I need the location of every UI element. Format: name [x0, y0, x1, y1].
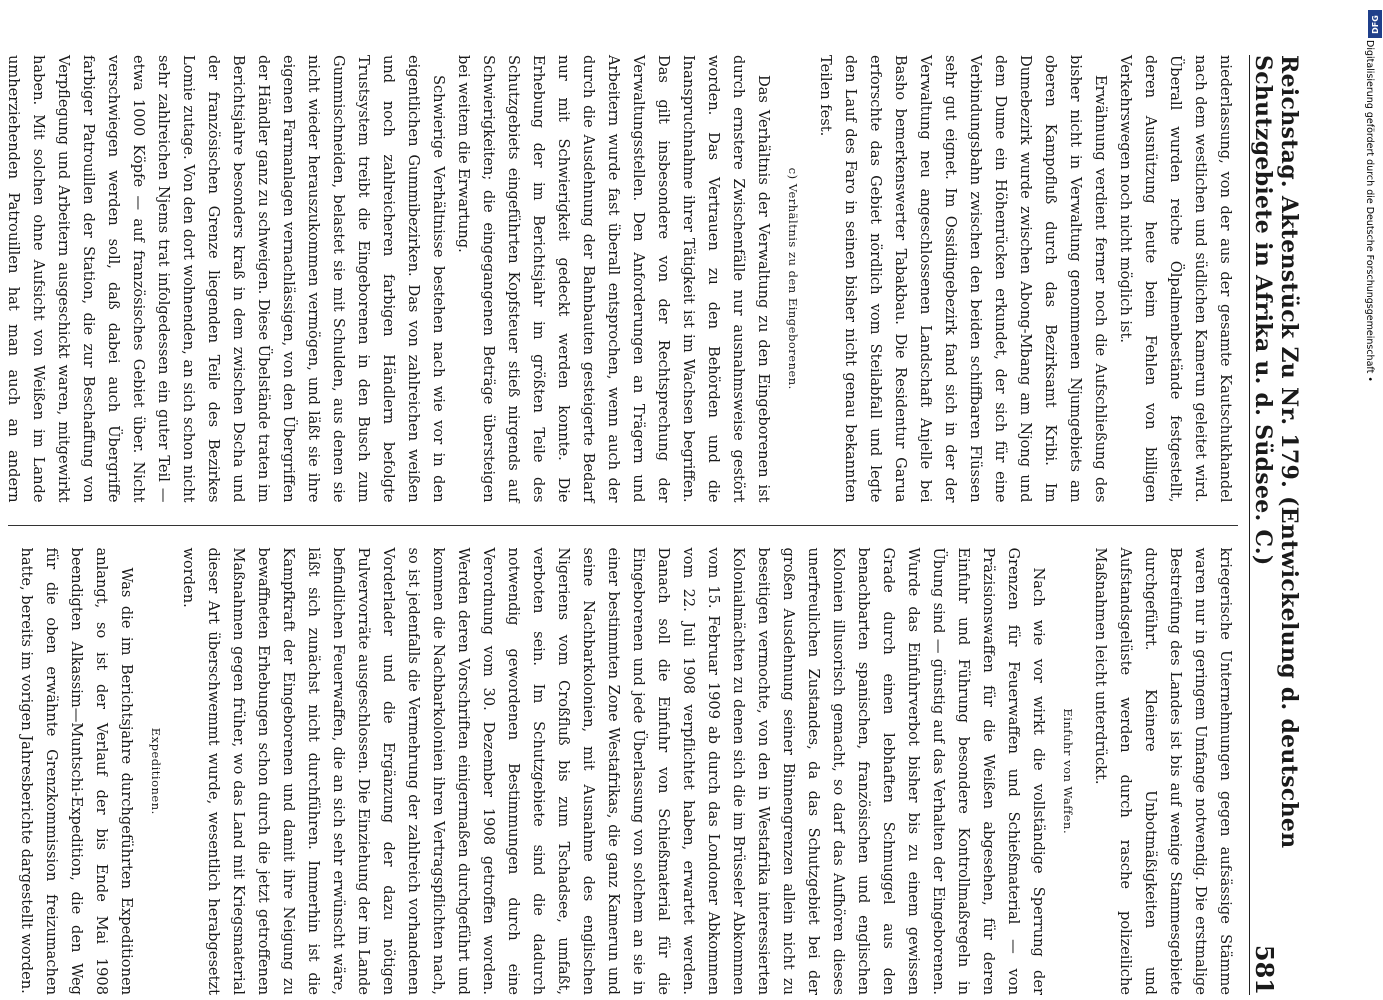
paragraph: Nach wie vor wirkt die vollständige Sperrung der Grenzen für Feuerwaffen und Schießmaterial — von Präzisionswaffen für die Weißen abgesehen, für deren Einfuhr und Führung besondere Kontrollmaßregeln in Übung sind — günstig auf das Verhalten der Eingeborenen. Wurde das Einfuhrverbot bisher bis zu einem gewissen Grade durch einen lebhaften Schmuggel aus den benachbarten spanischen, französischen und englischen Kolonien illusorisch gemacht, so darf das Aufhören dieses unerfreulichen Zustandes, da das Schutzgebiet bei der großen Ausdehnung seiner Binnengrenzen allein nicht zu beseitigen vermochte, von den in Westafrika interessierten Kolonialmächten zu denen sich die im Brüsseler Abkommen vom 15. Februar 1909 ab durch das Londoner Abkommen vom 22. Juli 1908 verpflichtet haben, erwartet werden. Danach soll die Einfuhr von Schießmaterial für die Eingeborenen und jede Überlassung von solchem an sie in einer bestimmten Zone Westafrikas, die ganz Kamerun und seine Nachbarkolonien, mit Ausnahme des englischen Nigeriens vom Croßfluß bis zum Tschadsee, umfaßt, verboten sein. Im Schutzgebiete sind die dadurch notwendig gewordenen Bestimmungen durch eine Verordnung vom 30. Dezember 1908 getroffen worden. Werden deren Vorschriften einigermaßen durchgeführt und kommen die Nachbarkolonien ihren Vertragspflichten nach, so ist jedenfalls die Vermehrung der zahlreich vorhandenen Vorderlader und die Ergänzung der dazu nötigen Pulvervorräte ausgeschlossen. Die Einziehung der im Lande befindlichen Feuerwaffen, die an sich sehr erwünscht wäre, läßt sich zunächst nicht durchführen. Immerhin ist die Kampfkraft der Eingeborenen und damit ihre Neigung zu bewaffneten Erhebungen schon durch die jetzt getroffenen Maßnahmen gegen früher, wo das Land mit Kriegsmaterial dieser Art überschwemmt wurde, wesentlich herabgesetzt worden. — [180, 547, 1047, 995]
document-page — [0, 55, 1302, 995]
page-number: 581 — [1250, 944, 1279, 995]
section-heading: Expeditionen. — [149, 727, 163, 815]
digitization-credit: Digitalisierung gefördert durch die Deutsche Forschungsgemeinschaft • — [1364, 40, 1375, 382]
dfg-logo-text: DFG — [1370, 14, 1380, 34]
page-title: Reichstag. Aktenstück Zu Nr. 179. (Entwickelung d. deutschen Schutzgebiete in Afrika u. d. Südsee. C.) — [1250, 55, 1302, 849]
running-head — [1249, 55, 1302, 995]
section-heading: Einfuhr von Waffen. — [1061, 708, 1075, 835]
paragraph: kriegerische Unternehmungen gegen aufsässige Stämme waren nur in geringem Umfange notwendig. Die erstmalige Bestreifung des Landes ist bis auf wenige Stammesgebiete durchgeführt. Kleinere Unbotmäßigkeiten und Aufstandsgelüste werden durch rasche polizeiliche Maßnahmen leicht unterdrückt. — [1092, 547, 1234, 995]
paragraph: Was die im Berichtsjahre durchgeführten Expeditionen anlangt, so ist der Verlauf der bis Ende Mai 1908 beendigten Alkassim—Muntschi-Expedition, die den Weg für die oben erwähnte Grenzkommission freizumachen hatte, bereits im vorigen Jahresberichte dargestellt worden. — [18, 547, 135, 995]
section-heading: c) Verhältnis zu den Eingeborenen. — [786, 167, 800, 390]
paragraph: niederlassung, von der aus der gesamte Kautschukhandel nach dem westlichen und südlichen Kamerun geleitet wird. Überall wurden reiche Ölpalmenbestände festgestellt, deren Ausnützung heute beim Fehlen von billigen Verkehrswegen noch nicht möglich ist. — [1117, 55, 1234, 503]
dfg-logo — [1368, 10, 1382, 38]
section-heading — [0, 548, 6, 996]
paragraph: Schwierige Verhältnisse bestehen nach wie vor in den eigentlichen Gummibezirken. Das von zahlreichen weißen und noch zahlreicheren farbigen Händlern befolgte Trustsystem treibt die Eingeborenen in den Busch zum Gummischneiden, belastet sie mit Schulden, aus denen sie nicht wieder herauszukommen vermögen, und läßt sie ihre eigenen Farmanlagen vernachlässigen, von den Übergriffen der Händler ganz zu schweigen. Diese Übelstände traten im Berichtsjahre besonders kraß in dem zwischen Dscha und der französischen Grenze liegenden Teile des Bezirkes Lomie zutage. Von den dort wohnenden, an sich schon nicht sehr zahlreichen Njems trat infolgedessen ein guter Teil — etwa 1000 Köpfe — auf französisches Gebiet über. Nicht verschwiegen werden soll, daß dabei auch Übergriffe farbiger Patrouillen der Station, die zur Beschaffung von Verpflegung und Arbeitern ausgeschickt waren, mitgewirkt haben. Mit solchen ohne Aufsicht von Weißen im Lande umherziehenden Patrouillen hat man auch an andern — [5, 55, 447, 503]
paragraph: Erwähnung verdient ferner noch die Aufschließung des bisher nicht in Verwaltung genommenen Njumgebiets am oberen Kampofluß durch das Bezirksamt Kribi. Im Dumebezirk wurde zwischen Abong-Mbang am Njong und dem Dume ein Höhenrücken erkundet, der sich für eine Verbindungsbahn zwischen den beiden schiffbaren Flüssen sehr gut eignet. Im Ossidingebezirk fand sich in der der Verwaltung neu angeschlossenen Landschaft Anjelle bei Basho bemerkenswerter Tabakbau. Die Residentur Garua erforschte das Gebiet nördlich vom Steilabfall und legte den Lauf des Faro in seinen bisher nicht genau bekannten Teilen fest. — [817, 55, 1109, 503]
paragraph: Das Verhältnis der Verwaltung zu den Eingeborenen ist durch ernstere Zwischenfälle nur ausnahmsweise gestört worden. Das Vertrauen zu den Behörden und die Inanspruchnahme ihrer Tätigkeit ist im Wachsen begriffen. Das gilt insbesondere von der Rechtsprechung der Verwaltungsstellen. Den Anforderungen an Trägern und Arbeitern wurde fast überall entsprochen, wenn auch der durch die Ausdehnung der Bahnbauten gesteigerte Bedarf nur mit Schwierigkeit gedeckt werden konnte. Die Erhebung der im Berichtsjahr im größten Teile des Schutzgebiets eingeführten Kopfsteuer stieß nirgends auf Schwierigkeiten; die eingegangenen Beträge übersteigen bei weitem die Erwartung. — [455, 55, 772, 503]
right-column — [8, 548, 1238, 996]
column-divider — [8, 525, 1238, 526]
left-column — [5, 55, 1238, 503]
text-columns — [5, 55, 1238, 995]
